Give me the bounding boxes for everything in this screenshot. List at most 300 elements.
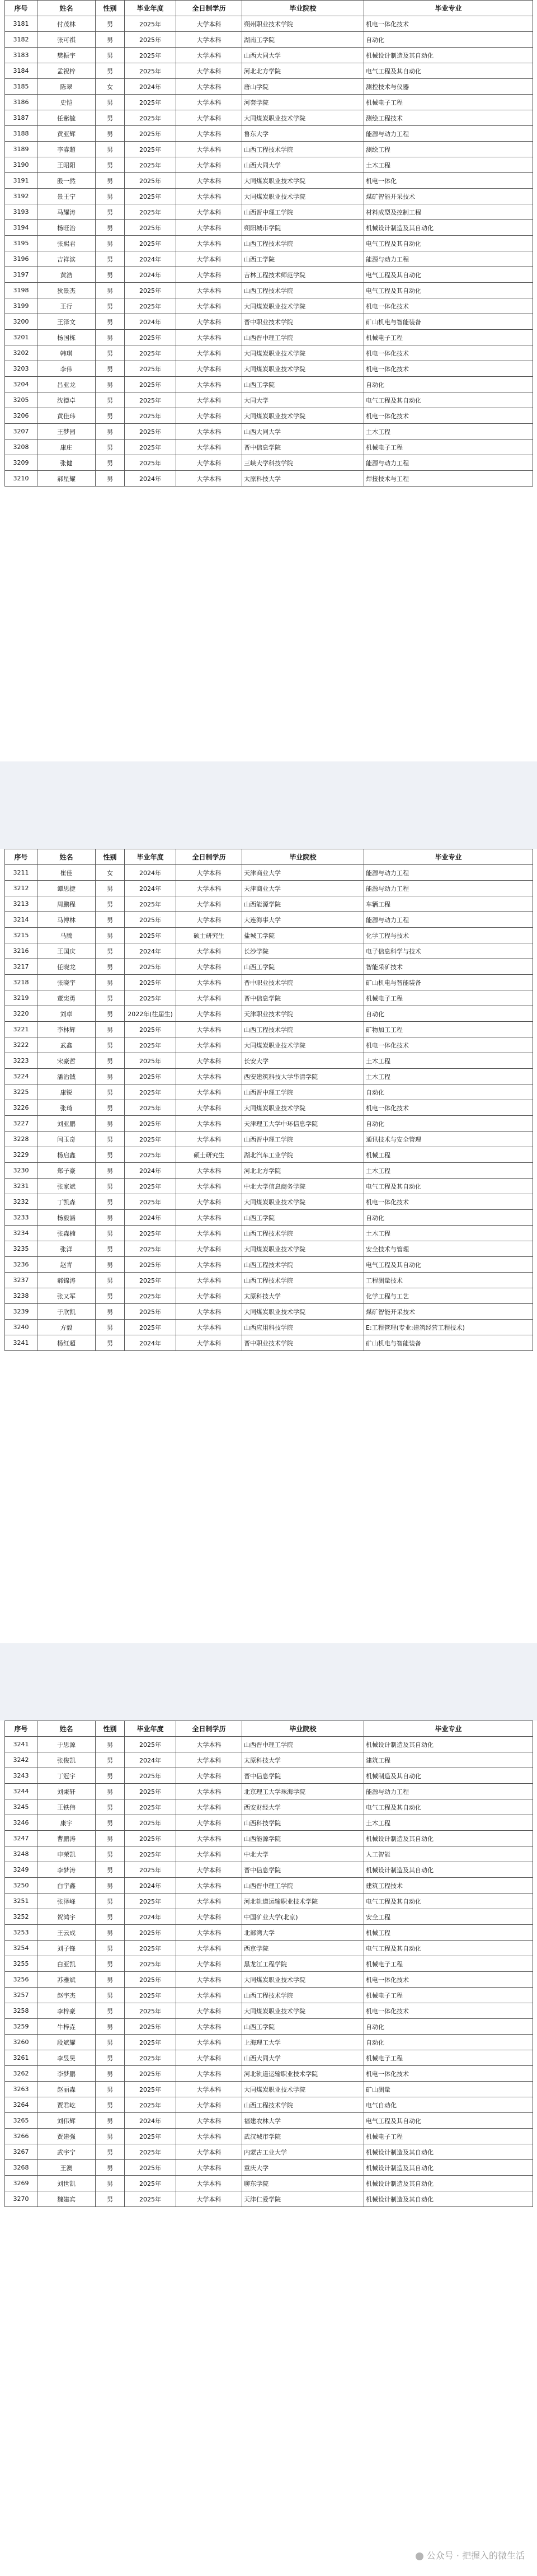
cell-grad-year: 2024年	[125, 1163, 176, 1179]
table-row	[5, 943, 533, 959]
watermark-text: 公众号 · 把握入的微生活	[426, 2550, 525, 2561]
cell-gender: 男	[96, 32, 125, 48]
cell-school: 太原科技大学	[242, 1288, 364, 1304]
cell-name: 刘伟辉	[37, 2113, 96, 2129]
cell-degree: 大学本科	[176, 95, 242, 110]
cell-school: 晋中职业技术学院	[242, 314, 364, 330]
cell-seq: 3209	[5, 455, 37, 471]
cell-seq: 3264	[5, 2097, 37, 2113]
cell-gender: 男	[96, 1862, 125, 1878]
cell-degree: 大学本科	[176, 1037, 242, 1053]
cell-degree: 大学本科	[176, 1894, 242, 1909]
cell-grad-year: 2025年	[125, 912, 176, 928]
table-row	[5, 236, 533, 251]
cell-degree: 大学本科	[176, 1257, 242, 1273]
cell-gender: 男	[96, 1241, 125, 1257]
cell-seq: 3195	[5, 236, 37, 251]
cell-seq: 3249	[5, 1862, 37, 1878]
cell-degree: 大学本科	[176, 1815, 242, 1831]
cell-degree: 大学本科	[176, 189, 242, 204]
cell-degree: 大学本科	[176, 1163, 242, 1179]
cell-degree: 大学本科	[176, 1909, 242, 1925]
cell-gender: 男	[96, 1179, 125, 1194]
cell-name: 李梦涛	[37, 1862, 96, 1878]
cell-degree: 大学本科	[176, 1116, 242, 1132]
cell-seq: 3203	[5, 361, 37, 377]
cell-seq: 3221	[5, 1022, 37, 1037]
page-gap	[0, 1643, 537, 1721]
table-row	[5, 63, 533, 79]
cell-degree: 大学本科	[176, 48, 242, 63]
cell-seq: 3181	[5, 16, 37, 32]
cell-seq: 3240	[5, 1320, 37, 1335]
cell-seq: 3253	[5, 1925, 37, 1941]
table-row	[5, 1752, 533, 1768]
cell-degree: 大学本科	[176, 1022, 242, 1037]
cell-major: 化学工程与技术	[364, 928, 533, 943]
cell-gender: 男	[96, 1163, 125, 1179]
cell-major: 机电一体化技术	[364, 2066, 533, 2082]
cell-degree: 大学本科	[176, 142, 242, 157]
cell-name: 崔佳	[37, 865, 96, 881]
cell-school: 山西工程技术学院	[242, 1988, 364, 2003]
cell-major: 建筑工程	[364, 1752, 533, 1768]
cell-seq: 3205	[5, 392, 37, 408]
cell-gender: 男	[96, 440, 125, 455]
table-row	[5, 455, 533, 471]
cell-grad-year: 2025年	[125, 1022, 176, 1037]
cell-seq: 3255	[5, 1956, 37, 1972]
cell-grad-year: 2025年	[125, 173, 176, 189]
cell-degree: 大学本科	[176, 2082, 242, 2097]
cell-degree: 大学本科	[176, 1752, 242, 1768]
table-row	[5, 408, 533, 424]
cell-seq: 3196	[5, 251, 37, 267]
cell-school: 大同煤炭职业技术学院	[242, 1304, 364, 1320]
cell-major: 能源与动力工程	[364, 881, 533, 896]
cell-grad-year: 2025年	[125, 2097, 176, 2113]
cell-school: 山西工学院	[242, 959, 364, 975]
cell-grad-year: 2025年	[125, 975, 176, 990]
cell-gender: 男	[96, 2160, 125, 2176]
cell-degree: 大学本科	[176, 1241, 242, 1257]
cell-major: 机械设计制造及其自动化	[364, 2144, 533, 2160]
cell-name: 康锐	[37, 1084, 96, 1100]
cell-school: 晋中职业技术学院	[242, 1335, 364, 1351]
cell-gender: 男	[96, 1100, 125, 1116]
cell-seq: 3228	[5, 1132, 37, 1147]
cell-seq: 3220	[5, 1006, 37, 1022]
cell-degree: 大学本科	[176, 2097, 242, 2113]
cell-name: 王铁伟	[37, 1799, 96, 1815]
cell-degree: 大学本科	[176, 314, 242, 330]
cell-name: 段斌耀	[37, 2035, 96, 2050]
cell-grad-year: 2025年	[125, 1894, 176, 1909]
cell-major: 机电一体化技术	[364, 1972, 533, 1988]
cell-degree: 大学本科	[176, 1956, 242, 1972]
cell-gender: 男	[96, 173, 125, 189]
cell-grad-year: 2024年	[125, 251, 176, 267]
cell-degree: 大学本科	[176, 2050, 242, 2066]
cell-school: 大同煤炭职业技术学院	[242, 361, 364, 377]
cell-school: 山西工程技术学院	[242, 1226, 364, 1241]
cell-major: 机电一体化技术	[364, 298, 533, 314]
cell-degree: 大学本科	[176, 2066, 242, 2082]
cell-seq: 3224	[5, 1069, 37, 1084]
cell-gender: 男	[96, 455, 125, 471]
cell-gender: 男	[96, 2066, 125, 2082]
cell-school: 大同煤炭职业技术学院	[242, 1037, 364, 1053]
cell-school: 山西工程技术学院	[242, 1273, 364, 1288]
cell-gender: 男	[96, 2113, 125, 2129]
cell-gender: 女	[96, 865, 125, 881]
table-row	[5, 1226, 533, 1241]
cell-degree: 大学本科	[176, 1084, 242, 1100]
column-header-name: 姓名	[37, 1, 96, 16]
cell-seq: 3193	[5, 204, 37, 220]
cell-name: 景王宁	[37, 189, 96, 204]
cell-school: 山西能源学院	[242, 896, 364, 912]
roster-table	[4, 1721, 533, 2207]
table-row	[5, 2129, 533, 2144]
column-header-gender: 性别	[96, 1721, 125, 1737]
cell-seq: 3192	[5, 189, 37, 204]
cell-name: 张又军	[37, 1288, 96, 1304]
cell-gender: 男	[96, 1894, 125, 1909]
table-row	[5, 1846, 533, 1862]
table-row	[5, 1925, 533, 1941]
cell-major: 机械电子工程	[364, 95, 533, 110]
cell-grad-year: 2025年	[125, 440, 176, 455]
cell-grad-year: 2025年	[125, 1037, 176, 1053]
cell-degree: 大学本科	[176, 2191, 242, 2207]
cell-major: 机械设计制造及其自动化	[364, 220, 533, 236]
cell-degree: 大学本科	[176, 1799, 242, 1815]
table-row	[5, 377, 533, 392]
cell-school: 大连海事大学	[242, 912, 364, 928]
table-row	[5, 173, 533, 189]
cell-major: 电气自动化	[364, 2097, 533, 2113]
cell-major: 机电一体化技术	[364, 1037, 533, 1053]
cell-grad-year: 2025年	[125, 990, 176, 1006]
cell-major: 电气工程及其自动化	[364, 283, 533, 298]
cell-name: 杨国栋	[37, 330, 96, 345]
cell-name: 张可祺	[37, 32, 96, 48]
cell-school: 山西应用科技学院	[242, 1320, 364, 1335]
table-row	[5, 126, 533, 142]
cell-degree: 大学本科	[176, 110, 242, 126]
cell-major: 煤矿智能开采技术	[364, 189, 533, 204]
cell-seq: 3191	[5, 173, 37, 189]
cell-seq: 3267	[5, 2144, 37, 2160]
cell-name: 吕亚龙	[37, 377, 96, 392]
cell-gender: 男	[96, 1956, 125, 1972]
table-row	[5, 1179, 533, 1194]
table-row	[5, 32, 533, 48]
cell-name: 赵丽森	[37, 2082, 96, 2097]
cell-major: 机械设计制造及其自动化	[364, 2191, 533, 2207]
cell-name: 刘亚鹏	[37, 1116, 96, 1132]
cell-gender: 男	[96, 392, 125, 408]
table-row	[5, 1956, 533, 1972]
table-row	[5, 896, 533, 912]
cell-seq: 3187	[5, 110, 37, 126]
cell-name: 郑子豪	[37, 1163, 96, 1179]
cell-seq: 3214	[5, 912, 37, 928]
table-row	[5, 1084, 533, 1100]
table-row	[5, 928, 533, 943]
cell-seq: 3217	[5, 959, 37, 975]
cell-school: 晋中职业技术学院	[242, 975, 364, 990]
cell-grad-year: 2025年	[125, 392, 176, 408]
cell-degree: 大学本科	[176, 1878, 242, 1894]
cell-gender: 男	[96, 1069, 125, 1084]
cell-name: 白宇鑫	[37, 1878, 96, 1894]
cell-grad-year: 2025年	[125, 189, 176, 204]
cell-degree: 大学本科	[176, 1288, 242, 1304]
cell-seq: 3186	[5, 95, 37, 110]
cell-degree: 大学本科	[176, 943, 242, 959]
cell-name: 张家斌	[37, 1179, 96, 1194]
cell-gender: 男	[96, 361, 125, 377]
cell-school: 河套学院	[242, 95, 364, 110]
table-row	[5, 1257, 533, 1273]
column-header-grad-year: 毕业年度	[125, 1, 176, 16]
cell-name: 闫玉奇	[37, 1132, 96, 1147]
table-row	[5, 79, 533, 95]
cell-seq: 3234	[5, 1226, 37, 1241]
cell-school: 山西晋中理工学院	[242, 1084, 364, 1100]
cell-seq: 3257	[5, 1988, 37, 2003]
cell-school: 天津仁爱学院	[242, 2191, 364, 2207]
cell-name: 白亚凯	[37, 1956, 96, 1972]
cell-major: 电气工程及其自动化	[364, 236, 533, 251]
cell-major: 机电一体化	[364, 173, 533, 189]
cell-gender: 男	[96, 2003, 125, 2019]
cell-grad-year: 2025年	[125, 236, 176, 251]
cell-degree: 大学本科	[176, 1784, 242, 1799]
cell-gender: 男	[96, 1752, 125, 1768]
cell-grad-year: 2024年	[125, 314, 176, 330]
cell-degree: 大学本科	[176, 298, 242, 314]
cell-seq: 3254	[5, 1941, 37, 1956]
table-row	[5, 471, 533, 487]
cell-school: 晋中信息学院	[242, 1768, 364, 1784]
cell-seq: 3225	[5, 1084, 37, 1100]
cell-grad-year: 2025年	[125, 2082, 176, 2097]
cell-seq: 3250	[5, 1878, 37, 1894]
cell-degree: 大学本科	[176, 2176, 242, 2191]
cell-name: 王行	[37, 298, 96, 314]
cell-major: 车辆工程	[364, 896, 533, 912]
cell-gender: 男	[96, 377, 125, 392]
cell-major: 机电一体化技术	[364, 345, 533, 361]
table-row	[5, 2160, 533, 2176]
cell-grad-year: 2025年	[125, 2144, 176, 2160]
cell-school: 中国矿业大学(北京)	[242, 1909, 364, 1925]
cell-school: 北京理工大学珠海学院	[242, 1784, 364, 1799]
cell-school: 盐城工学院	[242, 928, 364, 943]
cell-name: 马腾	[37, 928, 96, 943]
cell-school: 中北大学	[242, 1846, 364, 1862]
cell-school: 大同煤炭职业技术学院	[242, 1194, 364, 1210]
cell-gender: 男	[96, 408, 125, 424]
cell-major: 测绘工程技术	[364, 110, 533, 126]
cell-grad-year: 2025年	[125, 1147, 176, 1163]
table-row	[5, 392, 533, 408]
cell-major: 矿山机电与智能装备	[364, 1335, 533, 1351]
table-row	[5, 1273, 533, 1288]
cell-gender: 男	[96, 2035, 125, 2050]
cell-grad-year: 2025年	[125, 1304, 176, 1320]
column-header-gender: 性别	[96, 849, 125, 865]
cell-school: 西安建筑科技大学华清学院	[242, 1069, 364, 1084]
cell-seq: 3237	[5, 1273, 37, 1288]
cell-gender: 女	[96, 79, 125, 95]
cell-major: 矿山测量	[364, 2082, 533, 2097]
table-row	[5, 1909, 533, 1925]
cell-degree: 大学本科	[176, 32, 242, 48]
cell-major: 电气工程及其自动化	[364, 267, 533, 283]
cell-gender: 男	[96, 1147, 125, 1163]
cell-school: 大同煤炭职业技术学院	[242, 2082, 364, 2097]
cell-gender: 男	[96, 1941, 125, 1956]
cell-gender: 男	[96, 959, 125, 975]
table-row	[5, 330, 533, 345]
cell-seq: 3233	[5, 1210, 37, 1226]
cell-grad-year: 2025年	[125, 32, 176, 48]
cell-school: 山西大同大学	[242, 424, 364, 440]
cell-degree: 大学本科	[176, 1132, 242, 1147]
cell-school: 内蒙古工业大学	[242, 2144, 364, 2160]
cell-gender: 男	[96, 1846, 125, 1862]
cell-degree: 大学本科	[176, 1069, 242, 1084]
table-row	[5, 1022, 533, 1037]
cell-grad-year: 2025年	[125, 157, 176, 173]
table-row	[5, 1304, 533, 1320]
cell-seq: 3198	[5, 283, 37, 298]
cell-seq: 3252	[5, 1909, 37, 1925]
cell-major: 智能采矿技术	[364, 959, 533, 975]
cell-major: 土木工程	[364, 424, 533, 440]
cell-grad-year: 2025年	[125, 1941, 176, 1956]
cell-major: 机械设计制造及其自动化	[364, 2160, 533, 2176]
cell-degree: 大学本科	[176, 1862, 242, 1878]
table-row	[5, 204, 533, 220]
cell-name: 李昱昊	[37, 2050, 96, 2066]
cell-name: 申荣凯	[37, 1846, 96, 1862]
cell-degree: 大学本科	[176, 79, 242, 95]
cell-major: 土木工程	[364, 157, 533, 173]
cell-gender: 男	[96, 1784, 125, 1799]
cell-school: 天津理工大学中环信息学院	[242, 1116, 364, 1132]
cell-seq: 3266	[5, 2129, 37, 2144]
cell-gender: 男	[96, 1053, 125, 1069]
cell-school: 湖北汽车工业学院	[242, 1147, 364, 1163]
table-row	[5, 110, 533, 126]
cell-school: 大同煤炭职业技术学院	[242, 298, 364, 314]
table-row	[5, 1878, 533, 1894]
cell-seq: 3241	[5, 1335, 37, 1351]
cell-seq: 3259	[5, 2019, 37, 2035]
table-row	[5, 2176, 533, 2191]
cell-name: 杨旺治	[37, 220, 96, 236]
table-row	[5, 1972, 533, 1988]
cell-name: 康庄	[37, 440, 96, 455]
cell-major: 机械设计制造及其自动化	[364, 48, 533, 63]
cell-name: 黄浩	[37, 267, 96, 283]
cell-grad-year: 2025年	[125, 63, 176, 79]
cell-name: 曹鹏涛	[37, 1831, 96, 1846]
cell-school: 三峡大学科技学院	[242, 455, 364, 471]
cell-grad-year: 2025年	[125, 2035, 176, 2050]
cell-major: 电气工程及其自动化	[364, 1179, 533, 1194]
cell-seq: 3197	[5, 267, 37, 283]
cell-major: 机电一体化技术	[364, 1100, 533, 1116]
cell-degree: 大学本科	[176, 1335, 242, 1351]
cell-seq: 3183	[5, 48, 37, 63]
cell-degree: 大学本科	[176, 126, 242, 142]
cell-gender: 男	[96, 2082, 125, 2097]
cell-grad-year: 2025年	[125, 1226, 176, 1241]
cell-grad-year: 2024年	[125, 943, 176, 959]
cell-name: 李梦鹏	[37, 2066, 96, 2082]
cell-name: 吉祥滨	[37, 251, 96, 267]
cell-seq: 3207	[5, 424, 37, 440]
cell-seq: 3268	[5, 2160, 37, 2176]
cell-gender: 男	[96, 1132, 125, 1147]
cell-seq: 3232	[5, 1194, 37, 1210]
cell-school: 天津商业大学	[242, 865, 364, 881]
cell-name: 刘卓	[37, 1006, 96, 1022]
cell-grad-year: 2025年	[125, 928, 176, 943]
cell-major: 机械工程	[364, 1925, 533, 1941]
cell-gender: 男	[96, 912, 125, 928]
table-row	[5, 2113, 533, 2129]
cell-grad-year: 2025年	[125, 110, 176, 126]
cell-grad-year: 2025年	[125, 1273, 176, 1288]
cell-seq: 3238	[5, 1288, 37, 1304]
cell-grad-year: 2025年	[125, 896, 176, 912]
cell-degree: 大学本科	[176, 1179, 242, 1194]
cell-degree: 大学本科	[176, 2113, 242, 2129]
cell-name: 方毅	[37, 1320, 96, 1335]
cell-grad-year: 2025年	[125, 2003, 176, 2019]
cell-major: 电气工程及其自动化	[364, 1799, 533, 1815]
header-row	[5, 1721, 533, 1737]
cell-grad-year: 2025年	[125, 361, 176, 377]
table-row	[5, 142, 533, 157]
cell-name: 苏雅斌	[37, 1972, 96, 1988]
table-row	[5, 251, 533, 267]
cell-school: 山西大同大学	[242, 48, 364, 63]
cell-school: 大同大学	[242, 392, 364, 408]
cell-gender: 男	[96, 1273, 125, 1288]
cell-grad-year: 2025年	[125, 204, 176, 220]
cell-degree: 大学本科	[176, 1846, 242, 1862]
cell-major: 机械设计制造及其自动化	[364, 2176, 533, 2191]
cell-seq: 3256	[5, 1972, 37, 1988]
cell-school: 大同煤炭职业技术学院	[242, 110, 364, 126]
cell-gender: 男	[96, 424, 125, 440]
cell-seq: 3251	[5, 1894, 37, 1909]
cell-grad-year: 2025年	[125, 2176, 176, 2191]
table-row	[5, 1116, 533, 1132]
cell-grad-year: 2025年	[125, 1116, 176, 1132]
cell-seq: 3230	[5, 1163, 37, 1179]
cell-name: 王国庆	[37, 943, 96, 959]
table-row	[5, 16, 533, 32]
